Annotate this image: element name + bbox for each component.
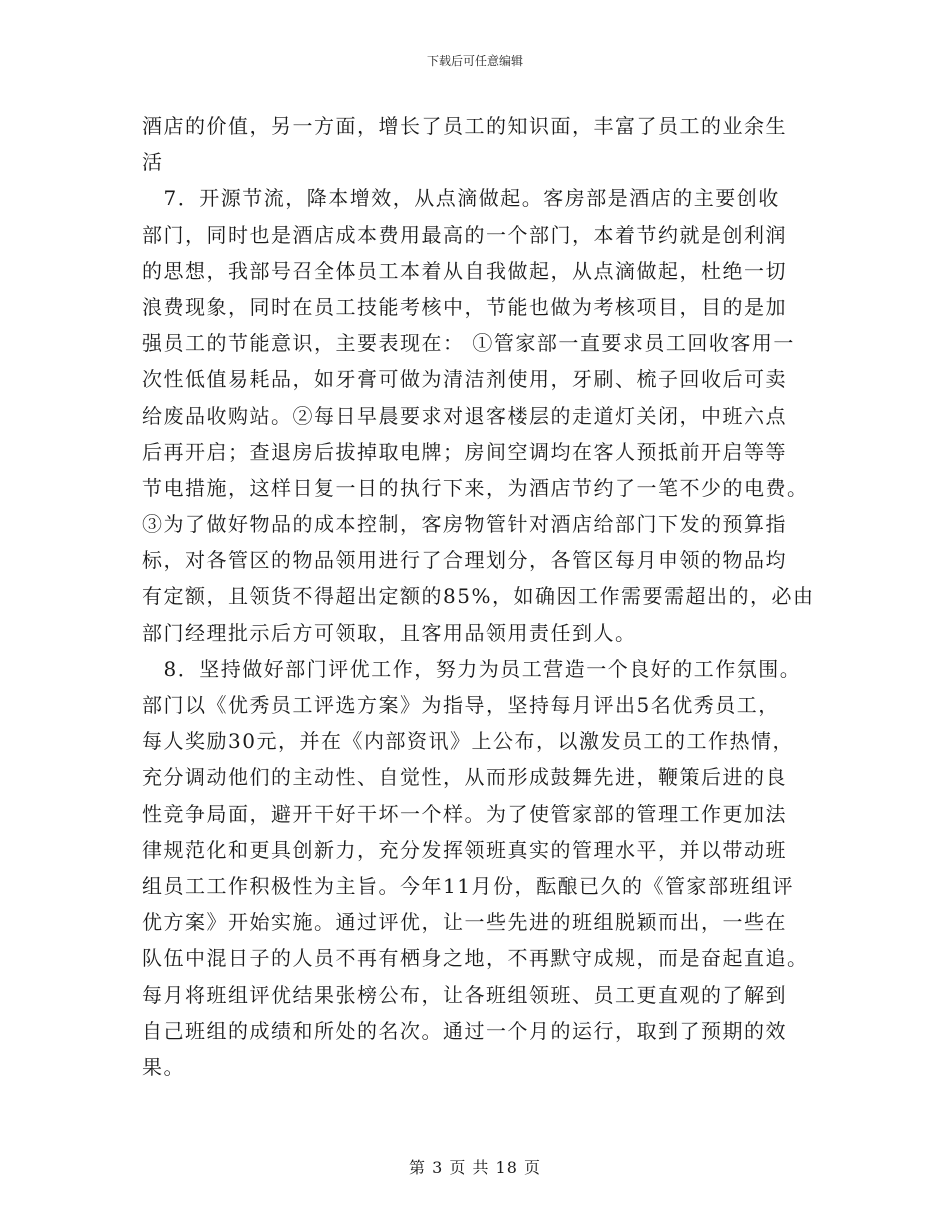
text-line: 强员工的节能意识，主要表现在： ①管家部一直要求员工回收客用一 <box>142 331 795 356</box>
text-line: 7．开源节流，降本增效，从点滴做起。客房部是酒店的主要创收 <box>142 186 780 211</box>
text-line: 酒店的价值，另一方面，增长了员工的知识面，丰富了员工的业余生 <box>142 114 787 138</box>
text-line: 部门经理批示后方可领取，且客用品领用责任到人。 <box>142 620 637 645</box>
text-line: 每月将班组评优结果张榜公布，让各班组领班、员工更直观的了解到 <box>142 982 787 1007</box>
text-line: 自己班组的成绩和所处的名次。通过一个月的运行，取到了预期的效 <box>142 1018 787 1043</box>
text-line: 后再开启；查退房后拔掉取电牌；房间空调均在客人预抵前开启等等 <box>142 439 787 464</box>
text-line: ③为了做好物品的成本控制，客房物管针对酒店给部门下发的预算指 <box>142 512 787 537</box>
text-line: 部门以《优秀员工评选方案》为指导，坚持每月评出5名优秀员工， <box>142 693 780 717</box>
text-line: 队伍中混日子的人员不再有栖身之地，不再默守成规，而是奋起直追。 <box>142 946 809 971</box>
text-line: 浪费现象，同时在员工技能考核中，节能也做为考核项目，目的是加 <box>142 294 787 319</box>
text-line: 给废品收购站。②每日早晨要求对退客楼层的走道灯关闭，中班六点 <box>142 403 787 428</box>
text-line: 的思想，我部号召全体员工本着从自我做起，从点滴做起，杜绝一切 <box>142 258 787 283</box>
document-body <box>142 108 822 1085</box>
text-line: 果。 <box>142 1054 185 1079</box>
text-line: 充分调动他们的主动性、自觉性，从而形成鼓舞先进，鞭策后进的良 <box>142 765 787 790</box>
text-line: 部门，同时也是酒店成本费用最高的一个部门，本着节约就是创利润 <box>142 222 787 247</box>
page-footer: 第 3 页 共 18 页 <box>409 1158 541 1177</box>
text-line: 组员工工作积极性为主旨。今年11月份，酝酿已久的《管家部班组评 <box>142 873 794 898</box>
text-line: 性竞争局面，避开干好干坏一个样。为了使管家部的管理工作更加法 <box>142 801 787 826</box>
text-line: 优方案》开始实施。通过评优，让一些先进的班组脱颖而出，一些在 <box>142 910 787 935</box>
text-line: 每人奖励30元，并在《内部资讯》上公布，以激发员工的工作热情， <box>142 729 794 754</box>
text-line: 8．坚持做好部门评优工作，努力为员工营造一个良好的工作氛围。 <box>142 656 802 681</box>
text-line: 节电措施，这样日复一日的执行下来，为酒店节约了一笔不少的电费。 <box>142 475 809 500</box>
text-line: 标，对各管区的物品领用进行了合理划分，各管区每月申领的物品均 <box>142 548 787 573</box>
text-line: 律规范化和更具创新力，充分发挥领班真实的管理水平，并以带动班 <box>142 837 787 862</box>
text-line: 次性低值易耗品，如牙膏可做为清洁剂使用，牙刷、梳子回收后可卖 <box>142 367 787 392</box>
text-line: 活 <box>142 150 164 175</box>
page-header: 下载后可任意编辑 <box>426 54 523 68</box>
text-line: 有定额，且领货不得超出定额的85%，如确因工作需要需超出的，必由 <box>142 584 815 609</box>
